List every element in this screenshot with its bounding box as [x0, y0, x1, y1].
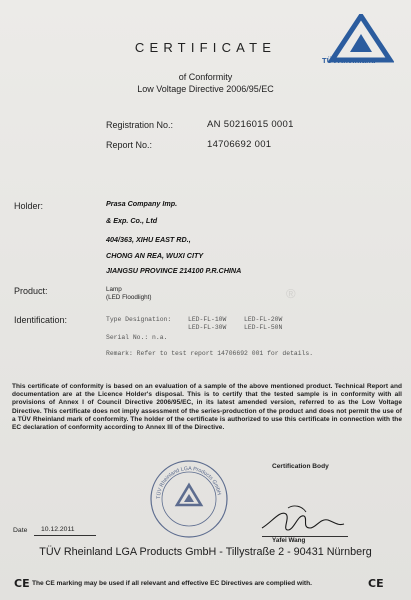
product-line-2: (LED Floodlight) — [106, 294, 152, 301]
product-line-1: Lamp — [106, 286, 122, 293]
svg-text:TÜV Rheinland LGA Products Gmb — [155, 466, 222, 499]
handwritten-signature-icon — [258, 500, 348, 540]
identification-label: Identification: — [14, 315, 68, 325]
date-label: Date — [13, 527, 28, 534]
directive-subtitle: Low Voltage Directive 2006/95/EC — [137, 84, 274, 94]
holder-line-2: & Exp. Co., Ltd — [106, 216, 158, 225]
holder-line-1: Prasa Company Imp. — [106, 199, 178, 208]
product-label: Product: — [14, 286, 48, 296]
signatory-name: Yafei Wang — [272, 537, 306, 544]
registration-label: Registration No.: — [106, 120, 174, 130]
holder-label: Holder: — [14, 201, 44, 211]
holder-line-4: CHONG AN REA, WUXI CITY — [106, 251, 204, 260]
type-3: LED-FL-30W — [188, 324, 227, 331]
ce-mark-right: CE — [368, 577, 384, 590]
date-underline — [34, 535, 96, 536]
report-label: Report No.: — [106, 140, 153, 150]
type-2: LED-FL-20W — [244, 316, 283, 323]
registered-mark-watermark: ® — [286, 286, 296, 301]
date-value: 10.12.2011 — [41, 526, 75, 533]
issuer-address: TÜV Rheinland LGA Products GmbH - Tillystraße 2 - 90431 Nürnberg — [39, 546, 372, 558]
tuv-brand-text: TÜVRheinland — [322, 56, 376, 65]
ce-mark-left: CE — [14, 577, 30, 590]
certificate-subtitle: of Conformity — [178, 72, 233, 82]
registration-value: AN 50216015 0001 — [207, 119, 294, 130]
type-4: LED-FL-50N — [244, 324, 283, 331]
certificate-title: CERTIFICATE — [134, 40, 277, 55]
official-stamp-icon — [148, 458, 230, 540]
stamp-text: TÜV Rheinland LGA Products GmbH — [155, 465, 222, 500]
holder-line-3: 404/363, XIHU EAST RD., — [106, 235, 191, 244]
report-value: 14706692 001 — [207, 139, 272, 150]
remark: Remark: Refer to test report 14706692 001 for details. — [106, 350, 314, 357]
serial-number: Serial No.: n.a. — [106, 334, 168, 341]
type-1: LED-FL-10W — [188, 316, 227, 323]
certification-body-label: Certification Body — [272, 463, 329, 470]
conformity-statement: This certificate of conformity is based on an evaluation of a sample of the above mentioned product. Technical Report and documentation are at the Licence Holder's disposal. This is to certify that the tested sample is in conformity with all provisions of Annex I of Council Directive 2006/95/EC, in its latest amended version, referred to as the Low Voltage Directive. This certificate does not imply assessment of the series-production of the product and does not permit the use of a TÜV Rheinland mark of conformity. The holder of the certificate is authorized to use this certificate in connection with the EC declaration of conformity according to Annex III of the Directive. — [12, 383, 402, 432]
holder-line-5: JIANGSU PROVINCE 214100 P.R.CHINA — [106, 266, 242, 275]
ce-marking-note: The CE marking may be used if all relevant and effective EC Directives are complied with. — [32, 580, 312, 587]
type-designation-label: Type Designation: — [106, 316, 172, 323]
